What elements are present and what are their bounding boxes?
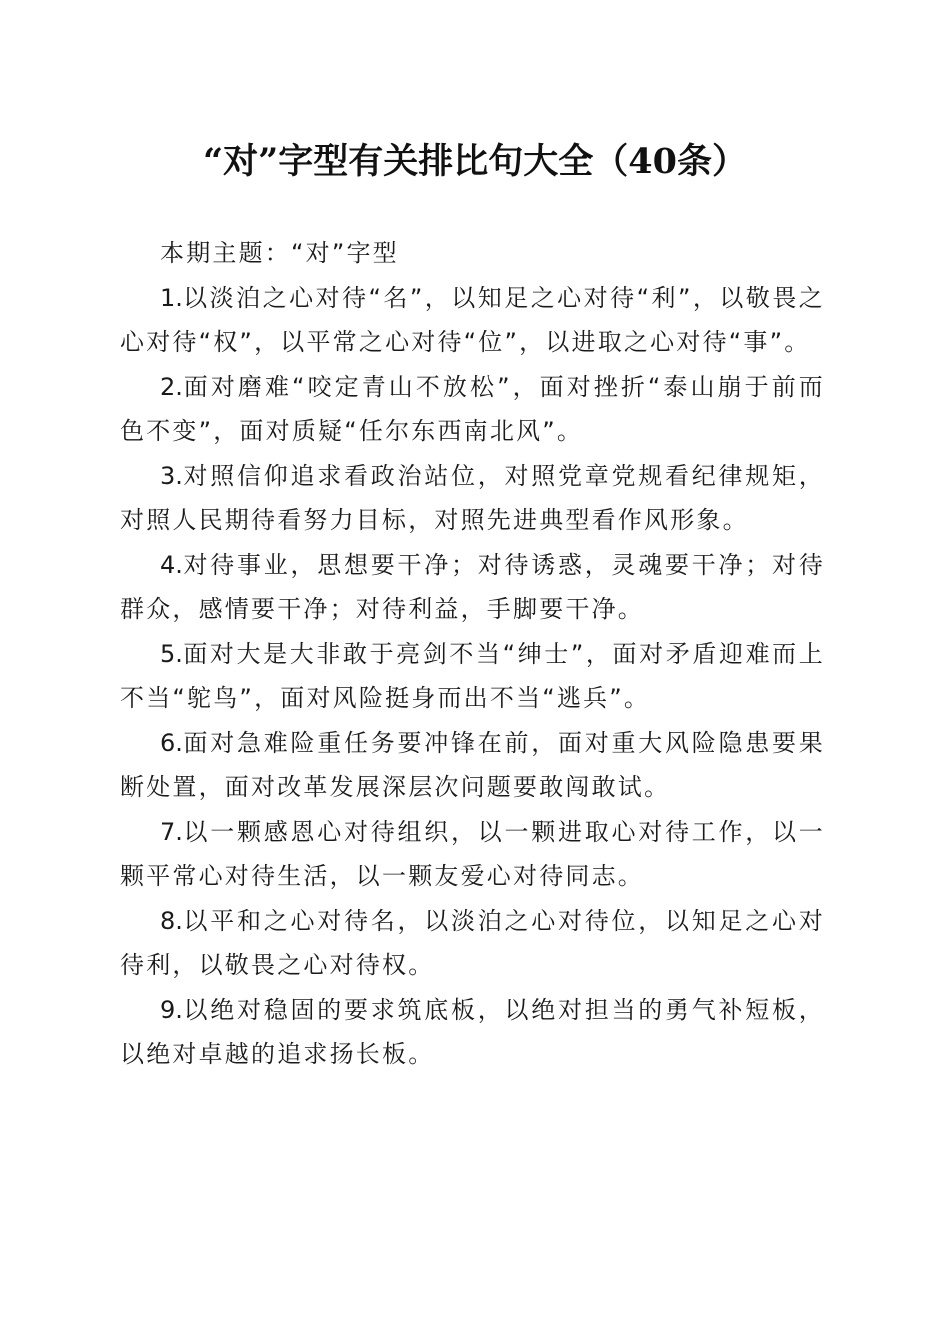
- item-number: 2.: [160, 372, 183, 401]
- item-text: 以绝对稳固的要求筑底板，以绝对担当的勇气补短板，以绝对卓越的追求扬长板。: [120, 995, 825, 1068]
- item-number: 5.: [160, 639, 183, 668]
- document-body: [120, 231, 825, 1077]
- item-text: 对待事业，思想要干净；对待诱惑，灵魂要干净；对待群众，感情要干净；对待利益，手脚要干净。: [120, 550, 825, 623]
- list-item: [120, 276, 825, 365]
- item-text: 以平和之心对待名，以淡泊之心对待位，以知足之心对待利，以敬畏之心对待权。: [120, 906, 825, 979]
- list-item: [120, 988, 825, 1077]
- item-text: 面对大是大非敢于亮剑不当“绅士”，面对矛盾迎难而上不当“鸵鸟”，面对风险挺身而出不当“逃兵”。: [120, 639, 825, 712]
- item-number: 8.: [160, 906, 183, 935]
- item-text: 以一颗感恩心对待组织，以一颗进取心对待工作，以一颗平常心对待生活，以一颗友爱心对待同志。: [120, 817, 825, 890]
- theme-line: 本期主题：“对”字型: [160, 239, 399, 267]
- item-text: 对照信仰追求看政治站位，对照党章党规看纪律规矩，对照人民期待看努力目标，对照先进典型看作风形象。: [120, 461, 825, 534]
- list-item: [120, 632, 825, 721]
- list-item: [120, 721, 825, 810]
- list-item: [120, 899, 825, 988]
- item-text: 面对磨难“咬定青山不放松”，面对挫折“泰山崩于前而色不变”，面对质疑“任尔东西南北风”。: [120, 372, 825, 445]
- list-item: [120, 365, 825, 454]
- item-number: 9.: [160, 995, 183, 1024]
- item-number: 7.: [160, 817, 183, 846]
- list-item: [120, 810, 825, 899]
- item-text: 面对急难险重任务要冲锋在前，面对重大风险隐患要果断处置，面对改革发展深层次问题要敢闯敢试。: [120, 728, 825, 801]
- item-number: 6.: [160, 728, 183, 757]
- item-text: 以淡泊之心对待“名”，以知足之心对待“利”，以敬畏之心对待“权”，以平常之心对待“位”，以进取之心对待“事”。: [120, 283, 825, 356]
- item-number: 3.: [160, 461, 183, 490]
- list-item: [120, 454, 825, 543]
- item-number: 1.: [160, 283, 183, 312]
- list-item: [120, 543, 825, 632]
- document-title: “对”字型有关排比句大全（40条）: [203, 141, 747, 182]
- item-number: 4.: [160, 550, 183, 579]
